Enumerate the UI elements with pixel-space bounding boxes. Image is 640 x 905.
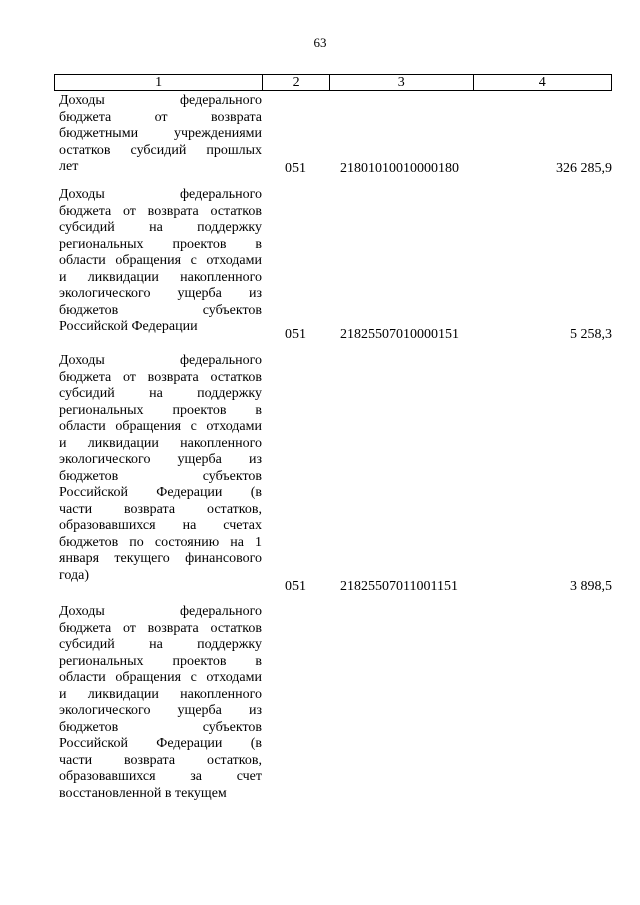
table-header [54,74,612,91]
description-line: области обращения с отходами [59,419,262,434]
description-line: региональных проектов в [59,402,262,418]
description-line: Доходы федерального [59,93,262,108]
description-line: бюджетов по состоянию на 1 [59,534,262,550]
description-line: Доходы федерального [59,353,262,368]
description-line: Российской Федерации [59,319,198,334]
description-line: и ликвидации накопленного [59,435,262,451]
description-line: экологического ущерба из [59,452,262,467]
description-line: бюджетов субъектов [59,719,262,735]
description-line: экологического ущерба из [59,286,262,301]
description-line: января текущего финансового [59,551,262,566]
description-line: бюджетными учреждениями [59,126,262,141]
header-col-3: 3 [330,75,473,90]
row-amount: 326 285,9 [556,161,612,176]
row-amount: 5 258,3 [570,327,612,342]
description-line: Российской Федерации (в [59,485,262,500]
description-line: Российской Федерации (в [59,736,262,751]
description-line: лет [59,159,79,174]
description-line: бюджета от возврата остатков [59,369,262,385]
header-col-2: 2 [263,75,330,90]
description-line: образовавшихся за счет [59,769,262,784]
description-line: субсидий на поддержку [59,637,262,652]
description-line: бюджетов субъектов [59,302,262,318]
row-code: 051 [285,327,306,342]
description-line: года) [59,567,89,583]
row-code: 051 [285,579,306,594]
description-line: области обращения с отходами [59,253,262,268]
row-amount: 3 898,5 [570,579,612,594]
row-kbk: 21825507010000151 [340,327,459,342]
row-kbk: 21825507011001151 [340,579,458,594]
description-line: экологического ущерба из [59,703,262,718]
description-line: субсидий на поддержку [59,220,262,235]
description-line: Доходы федерального [59,604,262,619]
description-line: бюджета от возврата остатков [59,203,262,219]
description-line: субсидий на поддержку [59,386,262,401]
description-line: части возврата остатков, [59,752,262,768]
header-col-1: 1 [55,75,263,90]
description-line: региональных проектов в [59,236,262,252]
header-col-4: 4 [538,74,546,90]
row-description [59,604,262,802]
row-description [59,187,262,336]
description-line: образовавшихся на счетах [59,518,262,533]
row-kbk: 21801010010000180 [340,161,459,176]
page-number: 63 [313,35,327,50]
description-line: области обращения с отходами [59,670,262,685]
description-line: бюджета от возврата остатков [59,620,262,636]
description-line: части возврата остатков, [59,501,262,517]
row-code: 051 [285,161,306,176]
description-line: бюджетов субъектов [59,468,262,484]
description-line: восстановленной в текущем [59,785,227,801]
row-description [59,93,262,176]
description-line: остатков субсидий прошлых [59,142,262,158]
description-line: Доходы федерального [59,187,262,202]
description-line: и ликвидации накопленного [59,269,262,285]
description-line: бюджета от возврата [59,109,262,125]
row-description [59,353,262,584]
description-line: и ликвидации накопленного [59,686,262,702]
description-line: региональных проектов в [59,653,262,669]
